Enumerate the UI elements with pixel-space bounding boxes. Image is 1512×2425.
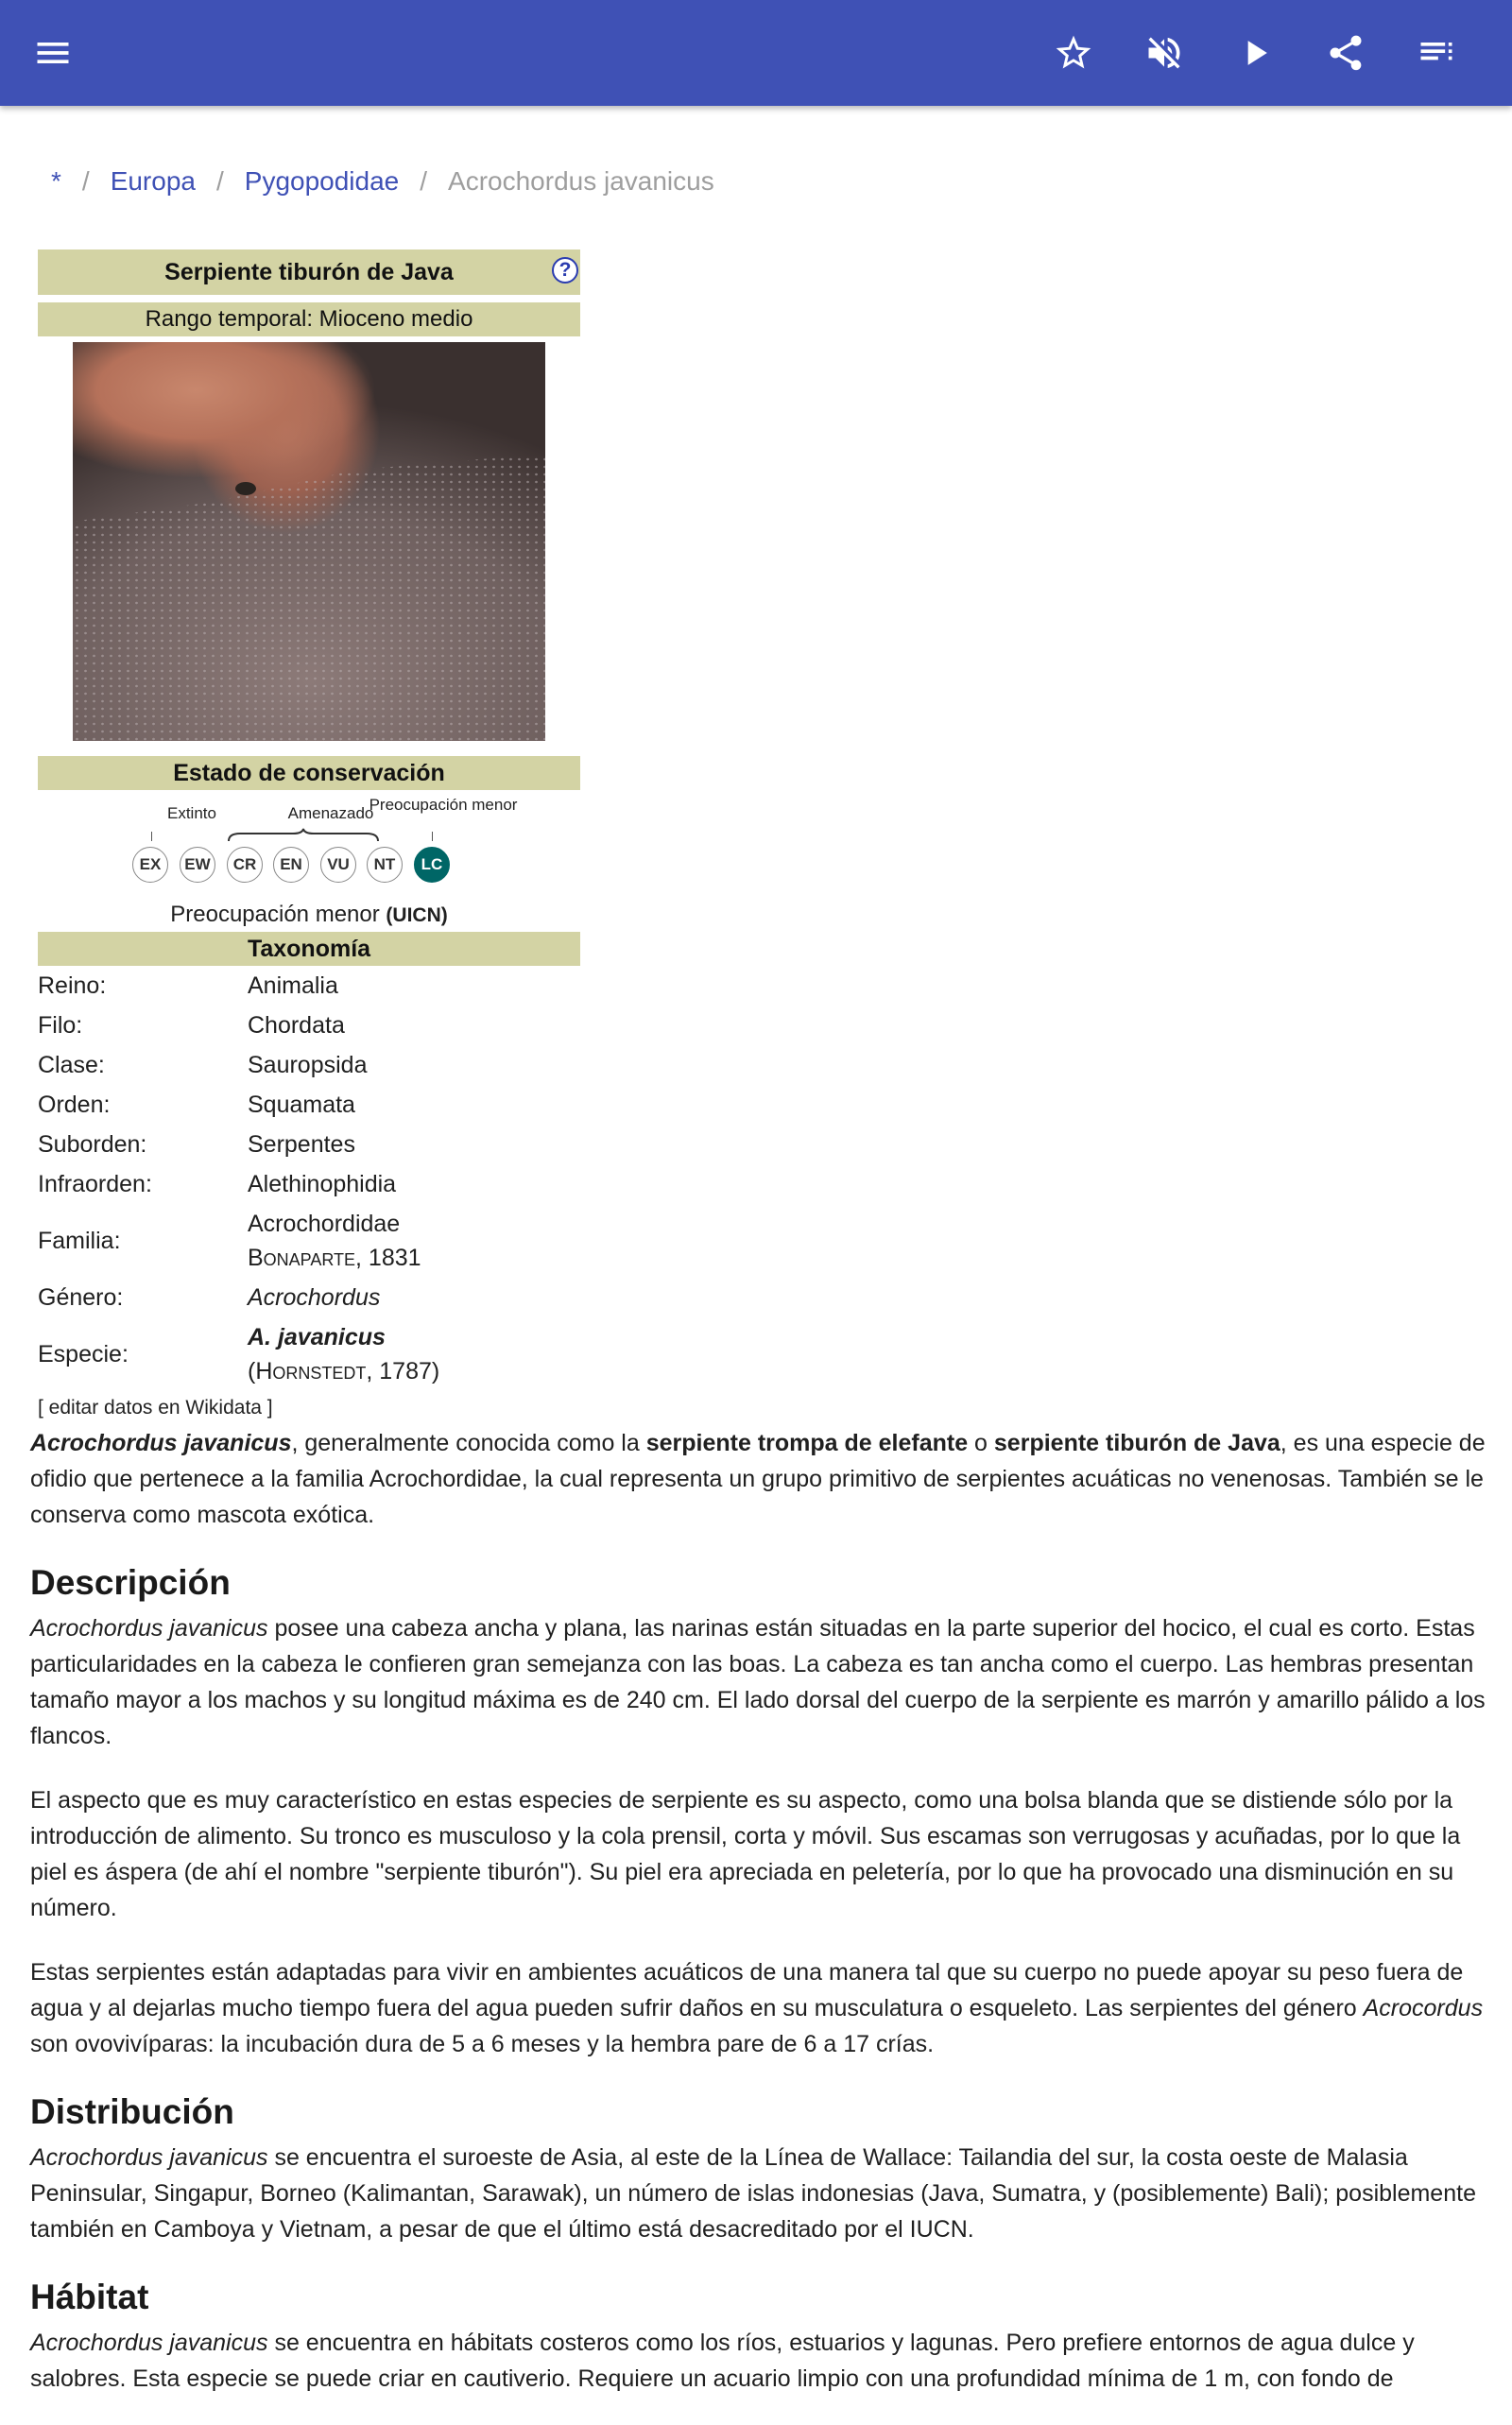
family-year: , 1831 (355, 1245, 421, 1271)
taxonomy-value: Sauropsida (248, 1052, 368, 1078)
taxonomy-value (248, 1317, 580, 1391)
status-ew: EW (180, 847, 215, 883)
paragraph-text: se encuentra el suroeste de Asia, al este de la Línea de Wallace: Tailandia del sur, la costa oeste de Malasia Peninsular, Singapur, Borneo (Kalimantan, Sarawak), un número de islas indonesias (Java, Sumatra, y (posiblemente) Bali); posiblemente también en Camboya y Vietnam, a pesar de que el último está desacreditado por el IUCN. (30, 2144, 1476, 2243)
heading-habitat: Hábitat (30, 2278, 149, 2316)
playlist-icon (1416, 32, 1457, 74)
photo-texture (73, 342, 545, 741)
extinct-tick (151, 832, 152, 841)
taxonomy-row (38, 1045, 580, 1085)
taxonomy-row (38, 1164, 580, 1204)
status-ex: EX (132, 847, 168, 883)
star-outline-icon (1053, 32, 1094, 74)
least-concern-tick (432, 832, 433, 841)
species-italic: Acrochordus javanicus (30, 1615, 268, 1642)
status-en: EN (273, 847, 309, 883)
play-icon (1234, 32, 1276, 74)
taxonomy-value: Animalia (248, 972, 338, 999)
infobox-title: Serpiente tiburón de Java (164, 258, 454, 285)
distribucion-paragraph (30, 2140, 1486, 2247)
descripcion-paragraph-3 (30, 1954, 1486, 2062)
taxonomy-table (38, 966, 580, 1391)
intro-text: o (968, 1430, 994, 1456)
taxonomy-value: Squamata (248, 1092, 355, 1118)
threatened-brace (227, 828, 380, 843)
taxonomy-value: Chordata (248, 1012, 345, 1039)
conservation-heading: Estado de conservación (38, 756, 580, 790)
help-icon[interactable]: ? (552, 257, 578, 284)
paragraph-text: son ovovivíparas: la incubación dura de 5 a 6 meses y la hembra pare de 6 a 17 crías. (30, 2031, 935, 2057)
temporal-range: Rango temporal: Mioceno medio (38, 302, 580, 336)
taxonomy-heading: Taxonomía (38, 932, 580, 966)
paragraph-text: Estas serpientes están adaptadas para vivir en ambientes acuáticos de una manera tal que su cuerpo no puede apoyar su peso fuera de agua y al dejarlas mucho tiempo fuera del agua pueden sufrir daños en su musculatura o esqueleto. Las serpientes del género (30, 1959, 1464, 2021)
breadcrumb-current: Acrochordus javanicus (448, 166, 714, 196)
extinct-label: Extinto (167, 804, 216, 822)
status-cr: CR (227, 847, 263, 883)
genus-italic: Acrocordus (1363, 1995, 1484, 2021)
taxonomy-rank: Clase: (38, 1052, 105, 1078)
threatened-label: Amenazado (287, 804, 374, 822)
breadcrumb-separator: / (215, 166, 224, 196)
paragraph-text: posee una cabeza ancha y plana, las narinas están situadas en la parte superior del hocico, el cual es corto. Estas particularidades en la cabeza le confieren gran semejanza con las boas. La cabeza es tan ancha como el cuerpo. Las hembras presentan tamaño mayor a los machos y su longitud máxima es de 240 cm. El lado dorsal del cuerpo de la serpiente es marrón y amarillo pálido a los flancos. (30, 1615, 1486, 1749)
breadcrumb-separator: / (420, 166, 428, 196)
intro-species: Acrochordus javanicus (30, 1430, 292, 1456)
infobox-title-bar (38, 249, 580, 295)
conservation-source[interactable]: (UICN) (386, 904, 448, 926)
breadcrumb (51, 166, 714, 197)
mute-button[interactable] (1134, 23, 1194, 83)
taxonomy-value (248, 1204, 580, 1278)
volume-off-icon (1143, 32, 1185, 74)
intro-text: , generalmente conocida como la (291, 1430, 646, 1456)
intro-paragraph (30, 1425, 1486, 1533)
status-lc: LC (414, 847, 450, 883)
contents-button[interactable] (1406, 23, 1467, 83)
menu-button[interactable] (23, 23, 83, 83)
heading-distribucion: Distribución (30, 2092, 234, 2131)
article-body (30, 1425, 1486, 2425)
species-italic: Acrochordus javanicus (30, 2330, 268, 2356)
taxonomy-row (38, 1125, 580, 1164)
family-author[interactable]: Bonaparte (248, 1245, 356, 1271)
taxonomy-rank: Orden: (38, 1092, 111, 1118)
taxonomy-rank: Suborden: (38, 1131, 147, 1158)
taxonomy-rank: Reino: (38, 972, 107, 999)
intro-text: , es una especie de ofidio que pertenece a la familia Acrochordidae, la cual representa un grupo primitivo de serpientes acuáticas no venenosas. También se le conserva como mascota exótica. (30, 1430, 1486, 1528)
intro-common-name-1: serpiente trompa de elefante (645, 1430, 969, 1456)
taxonomy-row (38, 1317, 580, 1391)
breadcrumb-item-europa[interactable]: Europa (110, 166, 196, 196)
species-italic: Acrochordus javanicus (30, 2144, 268, 2171)
taxonomy-row (38, 1006, 580, 1045)
play-button[interactable] (1225, 23, 1285, 83)
taxonomy-row (38, 966, 580, 1006)
taxonomy-value: Alethinophidia (248, 1171, 397, 1197)
taxonomy-rank: Filo: (38, 1012, 83, 1039)
least-concern-label: Preocupación menor (369, 796, 518, 814)
species-author-open: ( (248, 1358, 256, 1384)
status-nt: NT (367, 847, 403, 883)
breadcrumb-separator: / (81, 166, 90, 196)
status-vu: VU (320, 847, 356, 883)
taxonomy-rank: Especie: (38, 1341, 129, 1367)
paragraph-text: se encuentra en hábitats costeros como los ríos, estuarios y lagunas. Pero prefiere entornos de agua dulce y salobres. Esta especie se puede criar en cautiverio. Requiere un acuario limpio con una profundidad mínima de 1 m, con fondo de (30, 2330, 1415, 2392)
habitat-paragraph (30, 2325, 1486, 2397)
family-name[interactable]: Acrochordidae (248, 1211, 401, 1237)
species-name: A. javanicus (248, 1324, 386, 1350)
descripcion-paragraph-2: El aspecto que es muy característico en estas especies de serpiente es su aspecto, como una bolsa blanda que se distiende sólo por la introducción de alimento. Su tronco es musculoso y la cola prensil, corta y móvil. Sus escamas son verrugosas y acuñadas, por lo que la piel es áspera (de ahí el nombre "serpiente tiburón"). Su piel era apreciada en peletería, por lo que ha provocado una disminución en su número. (30, 1787, 1461, 1921)
taxonomy-value: Serpentes (248, 1131, 355, 1158)
taxonomy-rank: Familia: (38, 1228, 121, 1254)
menu-icon (32, 32, 74, 74)
conservation-status-text: Preocupación menor (170, 902, 380, 927)
species-author[interactable]: Hornstedt (255, 1358, 367, 1384)
breadcrumb-item-pygopodidae[interactable]: Pygopodidae (244, 166, 400, 196)
descripcion-paragraph-1 (30, 1610, 1486, 1754)
breadcrumb-item-root[interactable]: * (51, 166, 61, 196)
app-bar (0, 0, 1512, 106)
favorite-button[interactable] (1043, 23, 1104, 83)
taxonomy-row (38, 1278, 580, 1317)
taxonomy-row (38, 1085, 580, 1125)
photo-eye (235, 482, 256, 495)
species-photo[interactable] (73, 342, 545, 741)
taxonomy-row (38, 1204, 580, 1278)
wikidata-edit-link[interactable]: [ editar datos en Wikidata ] (38, 1397, 273, 1419)
taxonomy-rank: Género: (38, 1284, 124, 1311)
conservation-status (38, 902, 580, 928)
share-icon (1325, 32, 1366, 74)
taxonomy-rank: Infraorden: (38, 1171, 152, 1197)
species-year: , 1787) (366, 1358, 440, 1384)
share-button[interactable] (1315, 23, 1376, 83)
taxonomy-value: Acrochordus (248, 1284, 381, 1311)
intro-common-name-2: serpiente tiburón de Java (993, 1430, 1280, 1456)
heading-descripcion: Descripción (30, 1563, 231, 1602)
